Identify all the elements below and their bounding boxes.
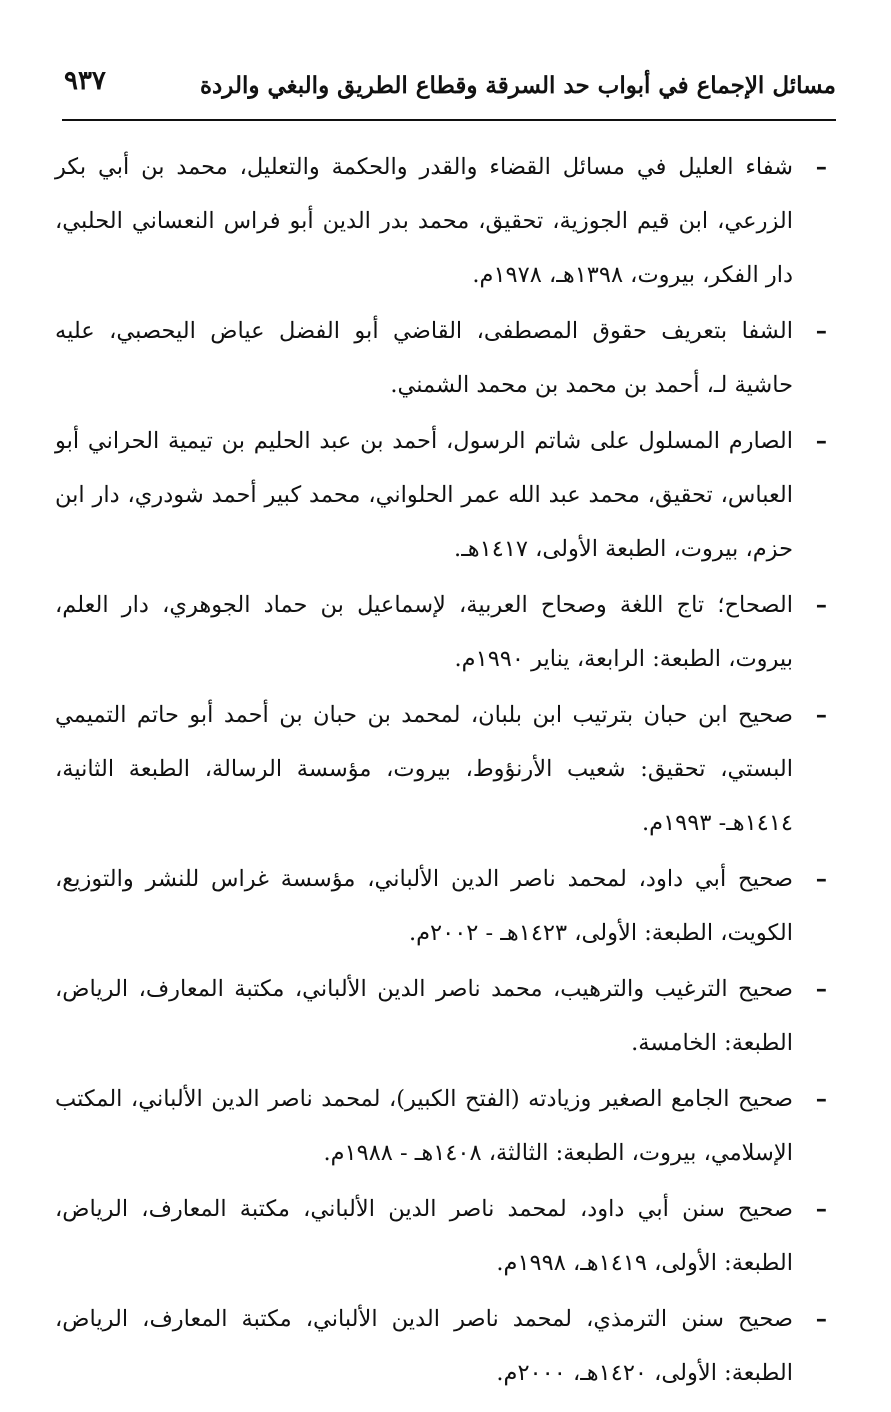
entry-dash: – <box>815 976 827 1002</box>
entry-text: صحيح أبي داود، لمحمد ناصر الدين الألباني، مؤسسة غراس للنشر والتوزيع، الكويت، الطبعة: الأولى، ١٤٢٣هـ - ٢٠٠٢م. <box>55 866 793 946</box>
entry-text: الصحاح؛ تاج اللغة وصحاح العربية، لإسماعيل بن حماد الجوهري، دار العلم، بيروت، الطبعة: الرابعة، يناير ١٩٩٠م. <box>55 592 793 672</box>
entry-text: صحيح الجامع الصغير وزيادته (الفتح الكبير)، لمحمد ناصر الدين الألباني، المكتب الإسلامي، بيروت، الطبعة: الثالثة، ١٤٠٨هـ - ١٩٨٨م. <box>55 1086 793 1166</box>
entry-dash: – <box>815 318 827 344</box>
bibliography-list <box>55 140 829 1402</box>
bibliography-entry <box>55 304 829 412</box>
entry-dash: – <box>815 154 827 180</box>
entry-dash: – <box>815 702 827 728</box>
entry-dash: – <box>815 1196 827 1222</box>
entry-text: الصارم المسلول على شاتم الرسول، أحمد بن عبد الحليم بن تيمية الحراني أبو العباس، تحقيق، محمد عبد الله عمر الحلواني، محمد كبير أحمد شودري، دار ابن حزم، بيروت، الطبعة الأولى، ١٤١٧هـ. <box>55 428 793 562</box>
entry-dash: – <box>815 1306 827 1332</box>
entry-text: شفاء العليل في مسائل القضاء والقدر والحكمة والتعليل، محمد بن أبي بكر الزرعي، ابن قيم الجوزية، تحقيق، محمد بدر الدين أبو فراس النعساني الحلبي، دار الفكر، بيروت، ١٣٩٨هـ، ١٩٧٨م. <box>55 154 793 288</box>
bibliography-entry <box>55 578 829 686</box>
entry-text: صحيح سنن أبي داود، لمحمد ناصر الدين الألباني، مكتبة المعارف، الرياض، الطبعة: الأولى، ١٤١٩هـ، ١٩٩٨م. <box>55 1196 793 1276</box>
header-divider <box>62 119 836 121</box>
bibliography-entry <box>55 688 829 850</box>
entry-dash: – <box>815 428 827 454</box>
entry-text: صحيح ابن حبان بترتيب ابن بلبان، لمحمد بن حبان بن أحمد أبو حاتم التميمي البستي، تحقيق: شعيب الأرنؤوط، بيروت، مؤسسة الرسالة، الطبعة الثانية، ١٤١٤هـ- ١٩٩٣م. <box>55 702 793 836</box>
bibliography-entry <box>55 1182 829 1290</box>
bibliography-entry <box>55 852 829 960</box>
entry-text: صحيح الترغيب والترهيب، محمد ناصر الدين الألباني، مكتبة المعارف، الرياض، الطبعة: الخامسة. <box>55 976 793 1056</box>
bibliography-entry <box>55 140 829 302</box>
entry-text: صحيح سنن الترمذي، لمحمد ناصر الدين الألباني، مكتبة المعارف، الرياض، الطبعة: الأولى، ١٤٢٠هـ، ٢٠٠٠م. <box>55 1306 793 1386</box>
bibliography-entry <box>55 414 829 576</box>
bibliography-entry <box>55 962 829 1070</box>
bibliography-entry <box>55 1072 829 1180</box>
entry-dash: – <box>815 866 827 892</box>
bibliography-entry <box>55 1292 829 1400</box>
entry-dash: – <box>815 1086 827 1112</box>
page-header <box>62 62 836 116</box>
page-number: ٩٣٧ <box>64 66 106 96</box>
running-title: مسائل الإجماع في أبواب حد السرقة وقطاع الطريق والبغي والردة <box>199 72 836 99</box>
entry-dash: – <box>815 592 827 618</box>
entry-text: الشفا بتعريف حقوق المصطفى، القاضي أبو الفضل عياض اليحصبي، عليه حاشية لـ، أحمد بن محمد بن محمد الشمني. <box>55 318 793 398</box>
